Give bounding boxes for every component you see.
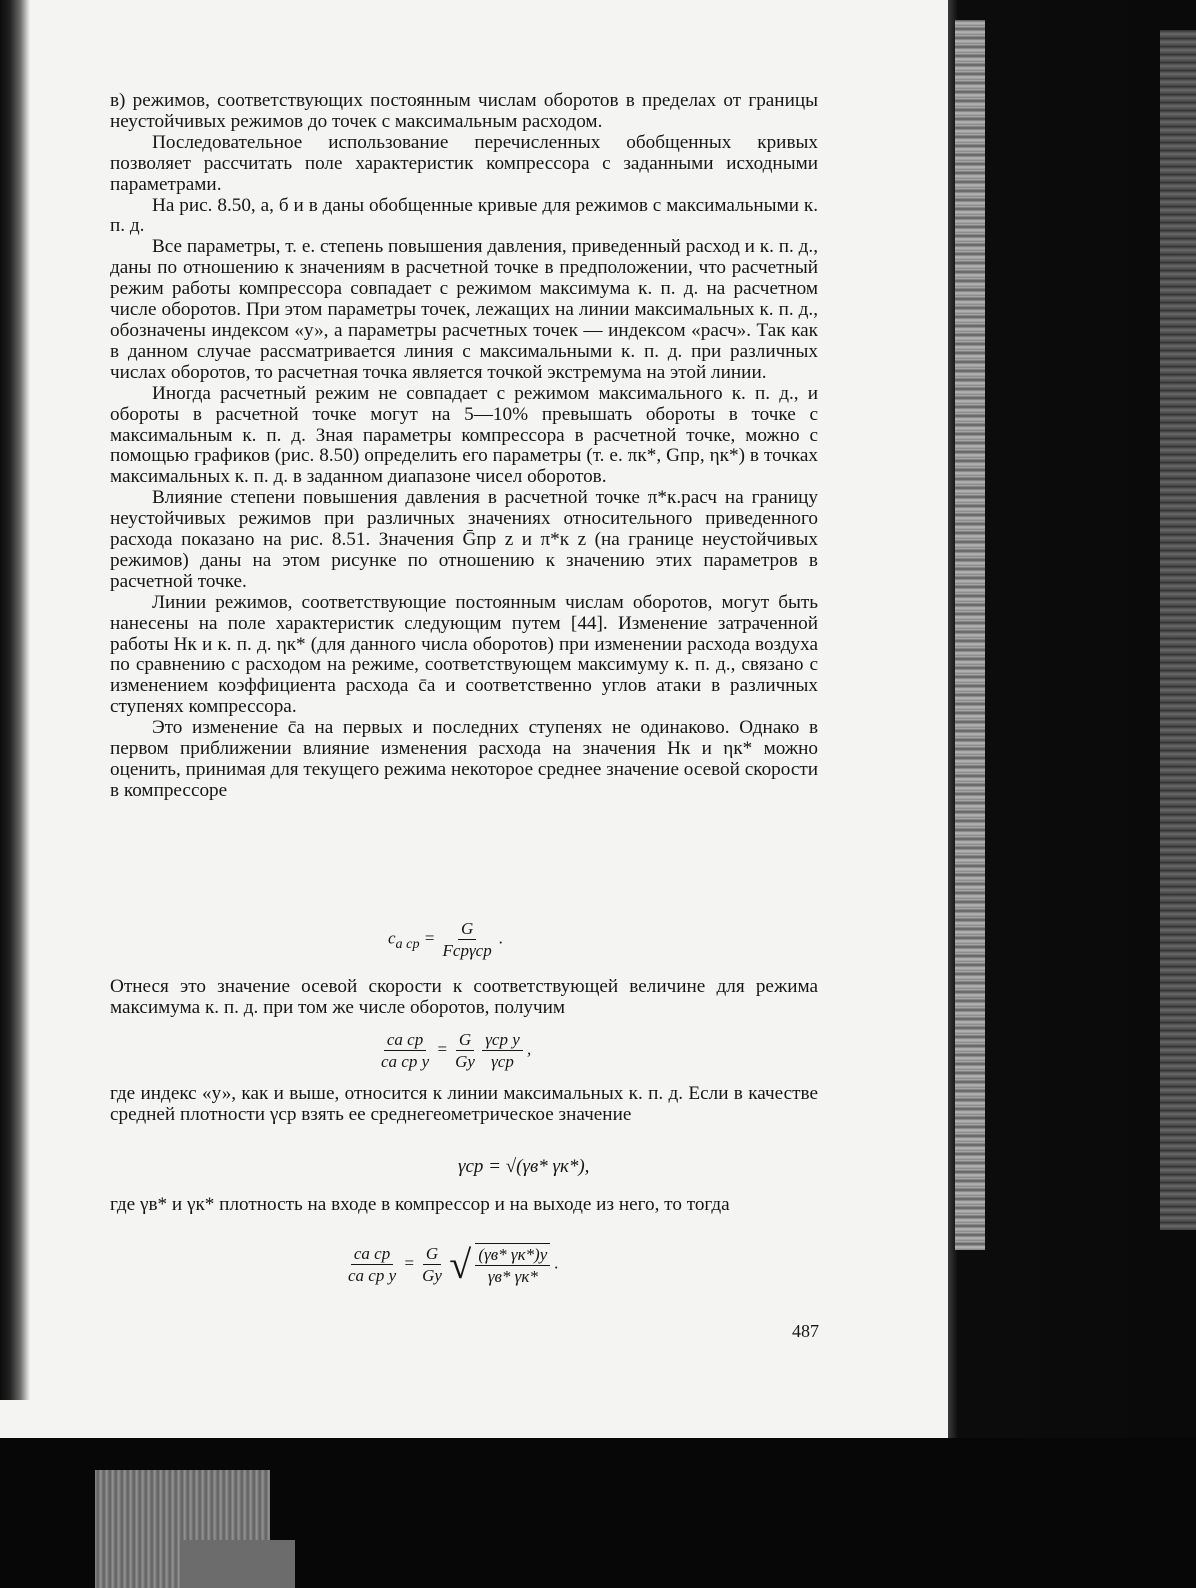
- scan-left-edge: [0, 0, 30, 1400]
- formula-density: γср = √(γв* γк*),: [458, 1156, 590, 1177]
- paragraph: где γв* и γк* плотность на входе в компрессор и на выходе из него, то тогда: [110, 1194, 730, 1215]
- scan-right-noise: [1160, 30, 1196, 1230]
- paragraph: где индекс «у», как и выше, относится к линии максимальных к. п. д. Если в качестве средней плотности γср взять ее среднегеометрическое значение: [110, 1083, 818, 1125]
- scan-right-border: [948, 0, 1196, 1588]
- formula-axial-velocity: $c_{a ср}$ = $\frac{G}{\text{Fсрγср}}$ .: [388, 919, 504, 960]
- paragraph: в) режимов, соответствующих постоянным числам оборотов в пределах от границы неустойчивых режимов до точек с максимальным расходом.: [110, 90, 818, 132]
- paragraph: Все параметры, т. е. степень повышения давления, приведенный расход и к. п. д., даны по отношению к значениям в расчетной точке в предположении, что расчетный режим работы компрессора совпадает с режимом максимума к. п. д. на расчетном числе оборотов. При этом параметры точек, лежащих на линии максимальных к. п. д., обозначены индексом «у», а параметры расчетных точек — индексом «расч». Так как в данном случае рассматривается линия с максимальными к. п. д. при различных числах оборотов, то расчетная точка является точкой экстремума на этой линии.: [110, 236, 818, 383]
- paragraph: Последовательное использование перечисленных обобщенных кривых позволяет рассчитать поле характеристик компрессора с заданными исходными параметрами.: [110, 131, 818, 195]
- text-block-top: [110, 91, 818, 802]
- text-block-4: [110, 1195, 818, 1216]
- paragraph: Влияние степени повышения давления в расчетной точке π*к.расч на границу неустойчивых режимов при различных значениях относительного приведенного расхода показано на рис. 8.51. Значения Ḡпр z и π*к z (на границе неустойчивых режимов) даны на этом рисунке по отношению к значению этих параметров в расчетной точке.: [110, 487, 818, 592]
- page-number: 487: [792, 1321, 819, 1341]
- paragraph: На рис. 8.50, а, б и в даны обобщенные кривые для режимов с максимальными к. п. д.: [110, 194, 818, 237]
- formula-velocity-ratio: $\frac{\text{ca ср}}{\text{ca ср y}}$ = $\frac{G}{Gy}$ $\frac{\text{γср y}}{\text{γср}}$ ,: [381, 1030, 532, 1071]
- formula-final: $\frac{\text{ca ср}}{\text{ca ср y}}$ = $\frac{G}{Gy}$ √ $\frac{(\gamma в* \gamma к*)y}{\gamma в* \gamma к*}$ .: [348, 1242, 559, 1287]
- paragraph: Это изменение c̄a на первых и последних ступенях не одинаково. Однако в первом приближении влияние изменения расхода на значения Hк и ηк* можно оценить, принимая для текущего режима некоторое среднее значение осевой скорости в компрессоре: [110, 717, 818, 801]
- scan-bottom-gray-patch-2: [180, 1540, 295, 1588]
- paragraph: Линии режимов, соответствующие постоянным числам оборотов, могут быть нанесены на поле характеристик следующим путем [44]. Изменение затраченной работы Hк и к. п. д. ηк* (для данного числа оборотов) при изменении расхода воздуха по сравнению с расходом на режиме, соответствующем максимуму к. п. д., связано с изменением коэффициента расхода c̄a и соответственно углов атаки в различных ступенях компрессора.: [110, 591, 818, 718]
- text-block-3: [110, 1084, 818, 1126]
- paragraph: Отнеся это значение осевой скорости к соответствующей величине для режима максимума к. п. д. при том же числе оборотов, получим: [110, 976, 818, 1018]
- text-block-2: [110, 977, 818, 1019]
- paragraph: Иногда расчетный режим не совпадает с режимом максимального к. п. д., и обороты в расчетной точке могут на 5—10% превышать обороты в точке с максимальным к. п. д. Зная параметры компрессора в расчетной точке, можно с помощью графиков (рис. 8.50) определить его параметры (т. е. πк*, Gпр, ηк*) в точках максимальных к. п. д. в заданном диапазоне чисел оборотов.: [110, 382, 818, 488]
- scan-right-strip: [955, 20, 985, 1250]
